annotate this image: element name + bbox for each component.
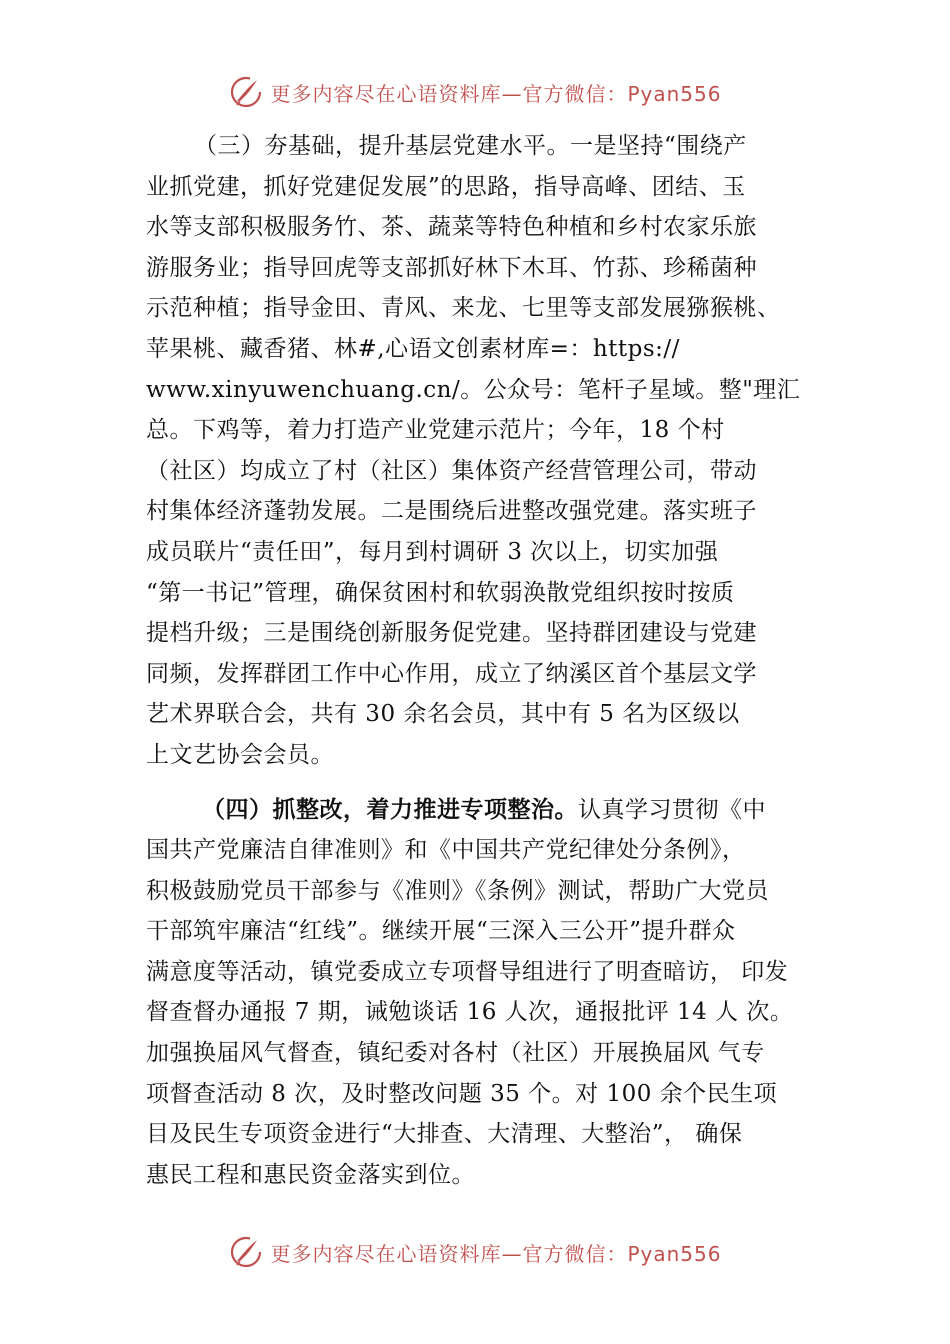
paragraph-gap: [146, 776, 836, 790]
paragraph-line: 苹果桃、藏香猪、林#,心语文创素材库=：https://: [146, 335, 680, 362]
quill-circle-logo-icon: [228, 74, 264, 110]
paragraph-line: （三）夯基础，提升基层党建水平。一是坚持“围绕产: [194, 133, 747, 159]
paragraph-line: “第一书记”管理，确保贫困村和软弱涣散党组织按时按质: [146, 579, 735, 606]
page-footer-watermark: [0, 1232, 950, 1272]
paragraph-line: 积极鼓励党员干部参与《准则》《条例》测试，帮助广大党员: [146, 877, 769, 904]
paragraph-line: 总。下鸡等，着力打造产业党建示范片；今年，18 个村: [146, 417, 725, 444]
paragraph-line: 示范种植；指导金田、青风、来龙、七里等支部发展猕猴桃、: [146, 295, 781, 322]
paragraph-line: 成员联片“责任田”，每月到村调研 3 次以上，切实加强: [146, 538, 719, 565]
paragraph-line: 惠民工程和惠民资金落实到位。: [146, 1161, 475, 1188]
footer-text: 更多内容尽在心语资料库—官方微信：Pyan556: [270, 1241, 722, 1266]
section-4-heading: （四）抓整改，着力推进专项整治。: [202, 796, 578, 823]
header-text: 更多内容尽在心语资料库—官方微信：Pyan556: [270, 81, 722, 106]
paragraph-line: www.xinyuwenchuang.cn/。公众号：笔杆子星域。整"理汇: [146, 376, 801, 403]
paragraph-line: 水等支部积极服务竹、茶、蔬菜等特色种植和乡村农家乐旅: [146, 214, 757, 241]
document-body: [146, 126, 836, 1195]
section-4-first-line: [146, 790, 836, 831]
paragraph-line: 艺术界联合会，共有 30 余名会员，其中有 5 名为区级以: [146, 701, 740, 728]
section-4: [146, 790, 836, 1196]
section-4-first-line-rest: 认真学习贯彻《中: [578, 796, 766, 823]
paragraph-line: 项督查活动 8 次，及时整改问题 35 个。对 100 余个民生项: [146, 1080, 778, 1107]
paragraph-line: 游服务业；指导回虎等支部抓好林下木耳、竹荪、珍稀菌种: [146, 254, 757, 281]
paragraph-line: 村集体经济蓬勃发展。二是围绕后进整改强党建。落实班子: [146, 498, 757, 525]
paragraph-line: 业抓党建，抓好党建促发展”的思路，指导高峰、团结、玉: [146, 173, 746, 200]
paragraph-line: 督查督办通报 7 期，诫勉谈话 16 人次，通报批评 14 人 次。: [146, 999, 794, 1026]
paragraph-line: 加强换届风气督查，镇纪委对各村（社区）开展换届风 气专: [146, 1040, 765, 1067]
paragraph-line: （社区）均成立了村（社区）集体资产经营管理公司，带动: [146, 457, 757, 484]
paragraph-line: 目及民生专项资金进行“大排查、大清理、大整治”， 确保: [146, 1121, 743, 1148]
quill-circle-logo-icon: [228, 1234, 264, 1270]
paragraph-line: 满意度等活动，镇党委成立专项督导组进行了明查暗访， 印发: [146, 958, 789, 985]
paragraph-line: 提档升级；三是围绕创新服务促党建。坚持群团建设与党建: [146, 620, 757, 647]
paragraph-line: 上文艺协会会员。: [146, 741, 334, 768]
footer-inner: [228, 1234, 721, 1270]
paragraph-line: 干部筑牢廉洁“红线”。继续开展“三深入三公开”提升群众: [146, 918, 736, 945]
paragraph-line: 国共产党廉洁自律准则》和《中国共产党纪律处分条例》，: [146, 837, 746, 864]
header-inner: [228, 74, 721, 110]
page-header-watermark: [0, 72, 950, 112]
paragraph-line: 同频，发挥群团工作中心作用，成立了纳溪区首个基层文学: [146, 660, 757, 687]
section-3: [146, 126, 836, 776]
